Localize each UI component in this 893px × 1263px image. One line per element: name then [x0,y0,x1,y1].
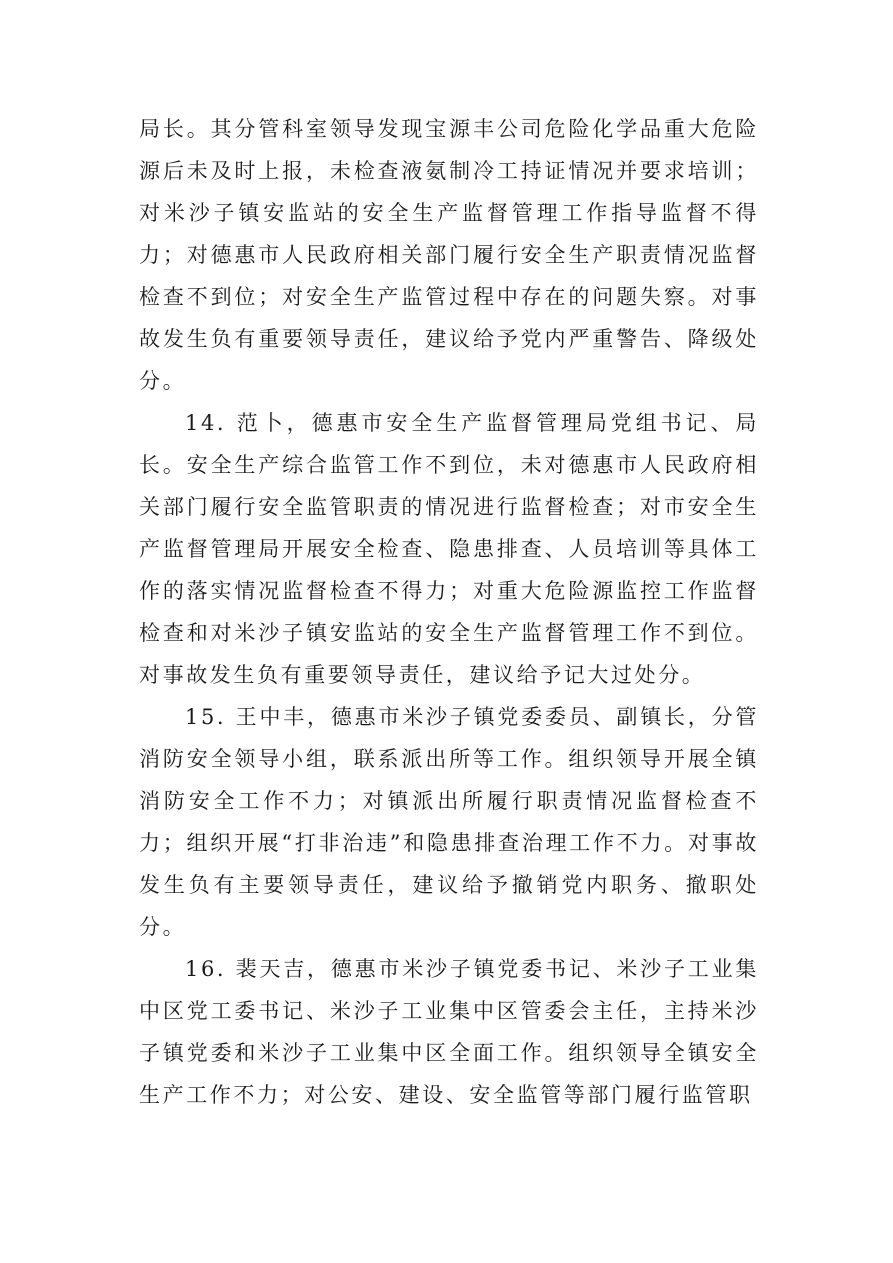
paragraph-continuation: 局长。其分管科室领导发现宝源丰公司危险化学品重大危险源后未及时上报，未检查液氨制冷工持证情况并要求培训；对米沙子镇安监站的安全生产监督管理工作指导监督不得力；对德惠市人民政府相关部门履行安全生产职责情况监督检查不到位；对安全生产监管过程中存在的问题失察。对事故发生负有重要领导责任，建议给予党内严重警告、降级处分。 [139,117,759,393]
paragraph-item-14: 14. 范卜，德惠市安全生产监督管理局党组书记、局长。安全生产综合监管工作不到位，未对德惠市人民政府相关部门履行安全监管职责的情况进行监督检查；对市安全生产监督管理局开展安全检查、隐患排查、人员培训等具体工作的落实情况监督检查不得力；对重大危险源监控工作监督检查和对米沙子镇安监站的安全生产监督管理工作不到位。对事故发生负有重要领导责任，建议给予记大过处分。 [139,411,759,687]
document-body [139,108,759,1116]
paragraph-item-15: 15. 王中丰，德惠市米沙子镇党委委员、副镇长，分管消防安全领导小组，联系派出所等工作。组织领导开展全镇消防安全工作不力；对镇派出所履行职责情况监督检查不力；组织开展“打非治违”和隐患排查治理工作不力。对事故发生负有主要领导责任，建议给予撤销党内职务、撤职处分。 [139,705,759,939]
paragraph-item-16: 16. 裴天吉，德惠市米沙子镇党委书记、米沙子工业集中区党工委书记、米沙子工业集中区管委会主任，主持米沙子镇党委和米沙子工业集中区全面工作。组织领导全镇安全生产工作不力；对公安、建设、安全监管等部门履行监管职 [139,957,759,1107]
